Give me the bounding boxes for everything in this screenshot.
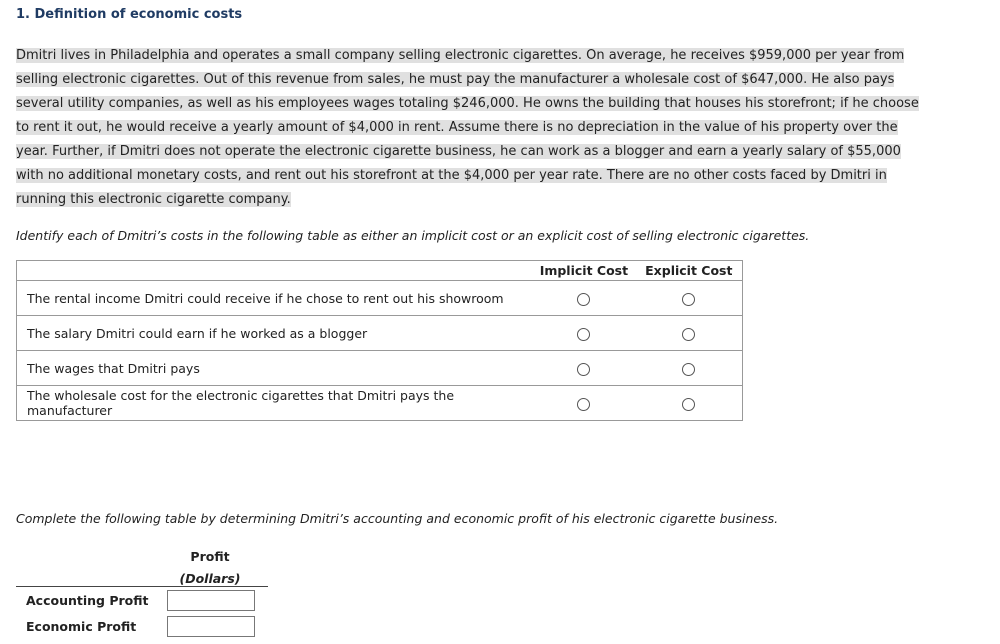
profit-table-divider xyxy=(16,586,268,587)
implicit-cost-radio[interactable] xyxy=(577,293,590,306)
accounting-profit-label: Accounting Profit xyxy=(26,593,149,608)
instruction-identify-costs: Identify each of Dmitri’s costs in the following table as either an implicit cost or an explicit cost of selling electronic cigarettes. xyxy=(16,228,810,243)
implicit-cost-radio[interactable] xyxy=(577,328,590,341)
cost-description: The rental income Dmitri could receive if he chose to rent out his showroom xyxy=(17,281,533,316)
instruction-profit-table: Complete the following table by determining Dmitri’s accounting and economic profit of his electronic cigarette business. xyxy=(16,511,779,526)
profit-header-units: (Dollars) xyxy=(179,571,241,586)
cost-classification-table xyxy=(16,260,743,421)
question-passage xyxy=(16,44,921,212)
economic-profit-label: Economic Profit xyxy=(26,619,137,634)
cost-table-header-row xyxy=(17,261,743,281)
profit-table-header xyxy=(150,546,270,590)
explicit-cost-header: Explicit Cost xyxy=(636,261,743,281)
accounting-profit-input[interactable] xyxy=(167,590,255,611)
implicit-cost-radio[interactable] xyxy=(577,363,590,376)
table-row xyxy=(17,386,743,421)
implicit-cost-header: Implicit Cost xyxy=(532,261,635,281)
question-title: 1. Definition of economic costs xyxy=(16,7,243,22)
implicit-cost-radio[interactable] xyxy=(577,398,590,411)
economic-profit-input[interactable] xyxy=(167,616,255,637)
passage-text: Dmitri lives in Philadelphia and operates a small company selling electronic cigarettes. On average, he receives $959,000 per year from selling electronic cigarettes. Out of this revenue from sales, he must pay the manufacturer a wholesale cost of $647,000. He also pays several utility companies, as well as his employees wages totaling $246,000. He owns the building that houses his storefront; if he choose to rent it out, he would receive a yearly amount of $4,000 in rent. Assume there is no depreciation in the value of his property over the year. Further, if Dmitri does not operate the electronic cigarette business, he can work as a blogger and earn a yearly salary of $55,000 with no additional monetary costs, and rent out his storefront at the $4,000 per year rate. There are no other costs faced by Dmitri in running this electronic cigarette company. xyxy=(16,48,919,207)
profit-header-label: Profit xyxy=(190,549,230,564)
cost-description: The salary Dmitri could earn if he worked as a blogger xyxy=(17,316,533,351)
table-row xyxy=(17,281,743,316)
table-row xyxy=(17,351,743,386)
explicit-cost-radio[interactable] xyxy=(682,293,695,306)
explicit-cost-radio[interactable] xyxy=(682,328,695,341)
table-row xyxy=(17,316,743,351)
cost-table-header-blank xyxy=(17,261,533,281)
cost-description: The wholesale cost for the electronic cigarettes that Dmitri pays the manufacturer xyxy=(17,386,533,421)
explicit-cost-radio[interactable] xyxy=(682,363,695,376)
cost-description: The wages that Dmitri pays xyxy=(17,351,533,386)
explicit-cost-radio[interactable] xyxy=(682,398,695,411)
